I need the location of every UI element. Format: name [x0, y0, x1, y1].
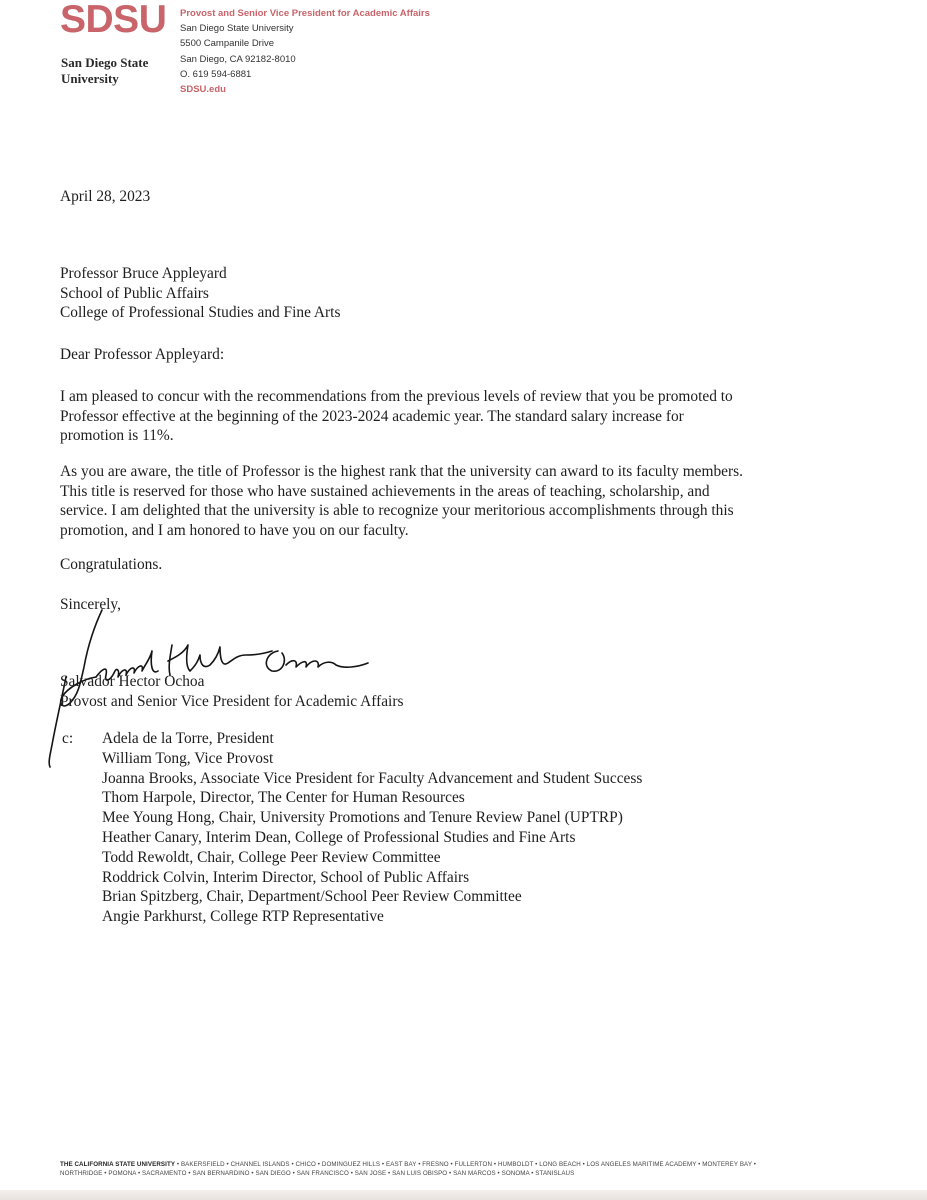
signer-title: Provost and Senior Vice President for Academic Affairs	[60, 693, 404, 710]
csu-system-name: THE CALIFORNIA STATE UNIVERSITY	[60, 1161, 176, 1168]
closing: Sincerely,	[60, 596, 121, 613]
cc-label: c:	[62, 730, 74, 747]
paragraph-professor-title	[60, 462, 743, 540]
address-line: San Diego, CA 92182-8010	[180, 53, 296, 65]
website-link: SDSU.edu	[180, 84, 226, 96]
paragraph-line: promotion, and I am honored to have you on our faculty.	[60, 521, 409, 539]
phone-line: O. 619 594-6881	[180, 68, 252, 80]
cc-item: William Tong, Vice Provost	[102, 749, 274, 767]
recipient-line: Professor Bruce Appleyard	[60, 265, 227, 282]
office-name: Provost and Senior Vice President for Academic Affairs	[180, 8, 430, 19]
paragraph-line: promotion is 11%.	[60, 427, 174, 444]
paragraph-line: This title is reserved for those who have sustained achievements in the areas of teaching, scholarship, and	[60, 482, 710, 500]
cc-item: Roddrick Colvin, Interim Director, School of Public Affairs	[102, 868, 470, 886]
recipient-block	[60, 264, 340, 323]
cc-item: Thom Harpole, Director, The Center for Human Resources	[102, 789, 465, 807]
cc-item: Brian Spitzberg, Chair, Department/School Peer Review Committee	[102, 888, 522, 906]
recipient-line: School of Public Affairs	[60, 284, 209, 302]
cc-item: Mee Young Hong, Chair, University Promotions and Tenure Review Panel (UPTRP)	[102, 809, 623, 827]
university-name: San Diego State University	[61, 55, 149, 86]
cc-item: Todd Rewoldt, Chair, College Peer Review Committee	[102, 848, 441, 866]
paragraph-line: I am pleased to concur with the recommendations from the previous levels of review that you be promoted to	[60, 388, 733, 405]
cc-item: Adela de la Torre, President	[102, 730, 274, 747]
csu-footer	[60, 1160, 756, 1178]
campus-list-line: • BAKERSFIELD • CHANNEL ISLANDS • CHICO • DOMINGUEZ HILLS • EAST BAY • FRESNO • FULLERTON • HUMBOLDT • LONG BEACH • LOS ANGELES MARITIME ACADEMY • MONTEREY BAY •	[175, 1161, 757, 1168]
congratulations: Congratulations.	[60, 556, 163, 573]
cc-list	[102, 729, 642, 927]
letterhead-address	[180, 6, 430, 97]
cc-item: Angie Parkhurst, College RTP Representative	[102, 908, 384, 926]
signer-name: Salvador Hector Ochoa	[60, 673, 205, 690]
letter-date: April 28, 2023	[60, 188, 151, 205]
page-edge	[0, 1190, 927, 1200]
address-line: 5500 Campanile Drive	[180, 38, 274, 50]
salutation: Dear Professor Appleyard:	[60, 346, 225, 363]
paragraph-line: service. I am delighted that the university is able to recognize your meritorious accomplishments through this	[60, 502, 734, 519]
campus-list-line: NORTHRIDGE • POMONA • SACRAMENTO • SAN BERNARDINO • SAN DIEGO • SAN FRANCISCO • SAN JOSE • SAN LUIS OBISPO • SAN MARCOS • SONOMA • STANISLAUS	[60, 1170, 575, 1177]
paragraph-line: As you are aware, the title of Professor is the highest rank that the university can award to its faculty members.	[60, 463, 743, 480]
recipient-line: College of Professional Studies and Fine Arts	[60, 304, 341, 321]
paragraph-line: Professor effective at the beginning of the 2023-2024 academic year. The standard salary increase for	[60, 407, 684, 425]
cc-item: Joanna Brooks, Associate Vice President for Faculty Advancement and Student Success	[102, 769, 643, 787]
paragraph-promotion	[60, 387, 733, 446]
cc-item: Heather Canary, Interim Dean, College of Professional Studies and Fine Arts	[102, 828, 576, 846]
sdsu-logo: SDSU	[60, 0, 167, 41]
address-line: San Diego State University	[180, 23, 294, 35]
